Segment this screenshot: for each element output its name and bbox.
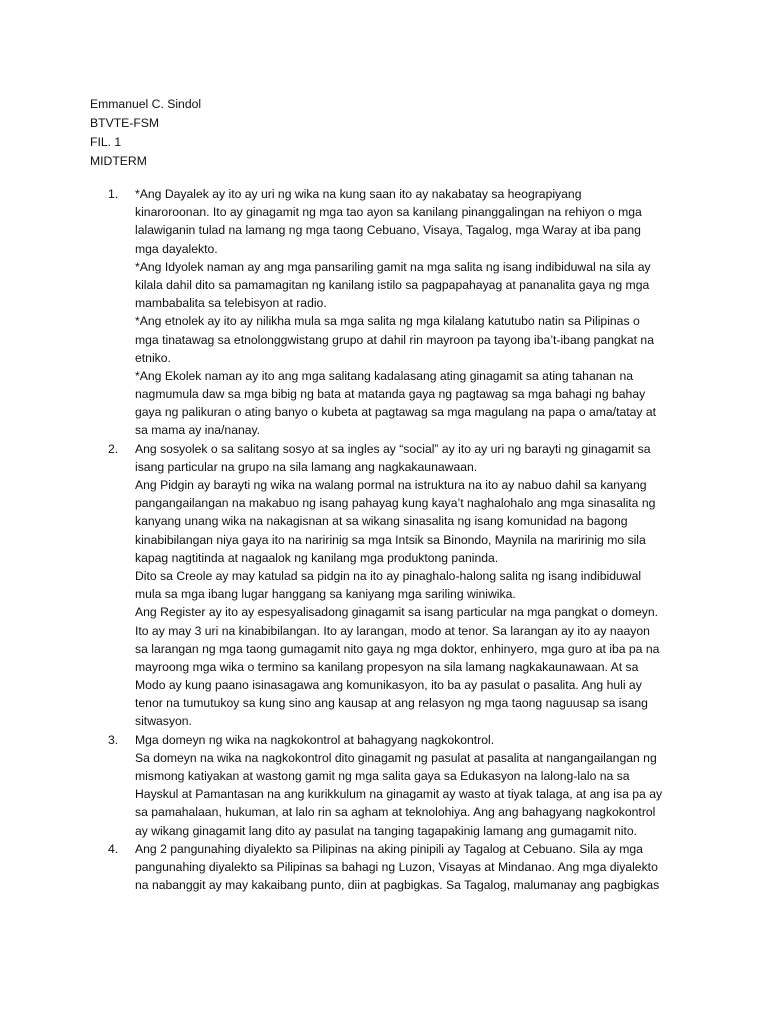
list-item xyxy=(90,185,700,440)
paragraph-line: lalawiganin tulad na lamang ng mga taong Cebuano, Visaya, Tagalog, mga Waray at iba pang xyxy=(135,223,641,238)
paragraph-line: sitwasyon. xyxy=(135,714,192,729)
paragraph-line: pangangailangan na makabuo ng isang pahayag kung kaya’t naghalohalo ang mga sinasalita ng xyxy=(135,496,656,511)
paragraph-line: ay wikang ginagamit lang dito ay pasulat na tanging tagapakinig lamang ang gumagamit nito. xyxy=(135,823,638,838)
paragraph-line: tenor na tumutukoy sa kung sino ang kausap at ang relasyon ng mga taong naguusap sa isang xyxy=(135,696,648,711)
paragraph-line: Ang sosyolek o sa salitang sosyo at sa ingles ay “social” ay ito ay uri ng barayti ng ginagamit sa xyxy=(135,441,651,456)
paragraph-line: *Ang Ekolek naman ay ito ang mga salitang kadalasang ating ginagamit sa ating tahanan na xyxy=(135,368,633,383)
paragraph-line: mayroong mga wika o termino sa kanilang propesyon na sila lamang nagkakaunawaan. At sa xyxy=(135,659,639,674)
list-item-number: 3. xyxy=(108,732,119,747)
author-name: Emmanuel C. Sindol xyxy=(90,97,202,111)
paragraph-line: sa pamahalaan, hukuman, at lalo rin sa agham at teknolohiya. Ang ang bahagyang nagkokontrol xyxy=(135,805,656,820)
paragraph-line: kinabibilangan niya gaya ito na naririnig sa mga Intsik sa Binondo, Maynila na maririnig mo sila xyxy=(135,532,646,547)
paragraph-line: Modo ay kung paano isinasagawa ang komunikasyon, ito ba ay pasulat o pasalita. Ang huli ay xyxy=(135,678,642,693)
paragraph-line: Ito ay may 3 uri na kinabibilangan. Ito ay larangan, modo at tenor. Sa larangan ay ito ay naayon xyxy=(135,623,650,638)
list-item xyxy=(90,731,700,840)
paragraph-line: mga dayalekto. xyxy=(135,241,218,256)
paragraph-line: Hayskul at Pamantasan na ang kurikkulum na ginagamit ay wasto at tiyak talaga, at ang isa pa ay xyxy=(135,787,663,802)
paragraph-line: pangunahing diyalekto sa Pilipinas sa bahagi ng Luzon, Visayas at Mindanao. Ang mga diyalekto xyxy=(135,859,658,874)
paragraph-line: mula sa mga ibang lugar hanggang sa kaniyang mga sariling winiwika. xyxy=(135,587,516,602)
paragraph-line: isang particular na grupo na sila lamang ang nagkakaunawaan. xyxy=(135,459,478,474)
course-label: FIL. 1 xyxy=(90,135,122,149)
numbered-answer-list xyxy=(90,185,700,894)
list-item-number: 1. xyxy=(108,187,119,201)
paragraph-line: Sa domeyn na wika na nagkokontrol dito ginagamit ng pasulat at pasalita at nangangailangan ng xyxy=(135,750,657,765)
paragraph-line: Ang Register ay ito ay espesyalisadong ginagamit sa isang particular na mga pangkat o domeyn. xyxy=(135,605,659,620)
document-header xyxy=(90,95,690,171)
exam-label: MIDTERM xyxy=(90,154,147,168)
paragraph-line: Mga domeyn ng wika na nagkokontrol at bahagyang nagkokontrol. xyxy=(135,732,495,747)
list-item xyxy=(90,840,700,895)
paragraph-line: nagmumula daw sa mga bibig ng bata at matanda gaya ng pagtawag sa mga bahagi ng bahay xyxy=(135,387,646,402)
paragraph-line: kilala dahil dito sa pamamagitan ng kanilang istilo sa pagpapahayag at pananalita gaya ng mga xyxy=(135,277,650,292)
paragraph-line: Ang Pidgin ay barayti ng wika na walang pormal na istruktura na ito ay nabuo dahil sa kanyang xyxy=(135,478,647,492)
paragraph-line: *Ang etnolek ay ito ay nilikha mula sa mga salita ng mga kilalang katutubo natin sa Pilipinas o xyxy=(135,314,640,329)
paragraph-line: *Ang Dayalek ay ito ay uri ng wika na kung saan ito ay nakabatay sa heograpiyang xyxy=(135,187,582,201)
paragraph-line: Ang 2 pangunahing diyalekto sa Pilipinas na aking pinipili ay Tagalog at Cebuano. Sila ay mga xyxy=(135,841,643,856)
paragraph-line: sa mama ay ina/nanay. xyxy=(135,423,261,438)
paragraph-line: mga tinatawag sa etnolonggwistang grupo at dahil rin mayroon pa tayong iba’t-ibang pangkat na xyxy=(135,332,654,347)
paragraph-line: *Ang Idyolek naman ay ang mga pansariling gamit na mga salita ng isang indibiduwal na sila ay xyxy=(135,259,651,274)
paragraph-line: kinaroroonan. Ito ay ginagamit ng mga tao ayon sa kanilang pinanggalingan na rehiyon o mga xyxy=(135,205,642,220)
paragraph-line: mismong katiyakan at wastong gamit ng mga salita gaya sa Edukasyon na lalong-lalo na sa xyxy=(135,769,630,783)
paragraph-line: Dito sa Creole ay may katulad sa pidgin na ito ay pinaghalo-halong salita ng isang indibiduwal xyxy=(135,568,642,583)
paragraph-line: kapag nagtitinda at nagaalok ng kanilang mga produktong paninda. xyxy=(135,550,499,565)
paragraph-line: gaya ng palikuran o ating banyo o kubeta at pagtawag sa mga magulang na papa o ama/tatay at xyxy=(135,405,657,420)
list-item-number: 2. xyxy=(108,441,119,456)
paragraph-line: mambabalita sa telebisyon at radio. xyxy=(135,296,327,311)
paragraph-line: na nabanggit ay may kakaibang punto, diin at pagbigkas. Sa Tagalog, malumanay ang pagbigkas xyxy=(135,878,660,893)
paragraph-line: etniko. xyxy=(135,350,171,365)
paragraph-line: kanyang unang wika na nakagisnan at sa wikang sinasalita ng isang komunidad na bagong xyxy=(135,514,628,529)
program-label: BTVTE-FSM xyxy=(90,116,160,130)
list-item xyxy=(90,440,700,731)
paragraph-line: sa larangan ng mga taong gumagamit nito gaya ng mga doktor, enhinyero, mga guro at iba pa na xyxy=(135,641,660,656)
list-item-number: 4. xyxy=(108,841,119,856)
